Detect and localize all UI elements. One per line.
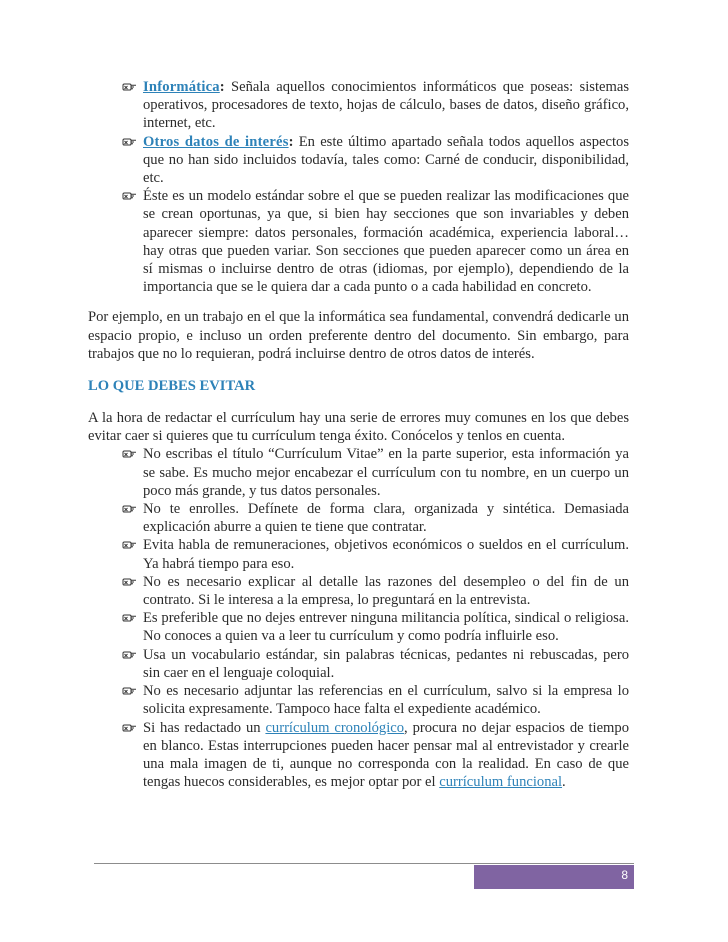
bullet-text: No te enrolles. Defínete de forma clara, organizada y sintética. Demasiada explicación aburre a quien te tiene que contratar.	[143, 501, 629, 536]
pointing-hand-icon	[122, 78, 138, 96]
avoid-item	[88, 500, 629, 536]
pointing-hand-icon	[122, 536, 138, 554]
section-heading: LO QUE DEBES EVITAR	[88, 378, 256, 395]
separator: :	[219, 79, 225, 95]
bullet-text: Evita habla de remuneraciones, objetivos económicos o sueldos en el currículum. Ya habrá tiempo para eso.	[143, 537, 629, 572]
page-number: 8	[621, 868, 628, 882]
avoid-item-last	[88, 719, 629, 792]
bullet-text: En este último apartado señala todos aquellos aspectos que no han sido incluidos todavía, tales como: Carné de conducir, disponibilidad, etc.	[143, 133, 629, 187]
bullet-text: Señala aquellos conocimientos informáticos que poseas: sistemas operativos, procesadores de texto, hojas de cálculo, bases de datos, diseño gráfico, internet, etc.	[143, 79, 629, 132]
bullet-text: No escribas el título “Currículum Vitae” en la parte superior, esta información ya se sabe. Es mucho mejor encabezar el currículum con tu nombre, en un cuerpo un poco más grande, y tus datos personales.	[143, 446, 629, 499]
curriculum-funcional-link[interactable]: currículum funcional	[439, 774, 563, 791]
avoid-item	[88, 445, 629, 500]
informatica-label[interactable]: Informática	[143, 79, 220, 95]
pointing-hand-icon	[122, 187, 138, 205]
separator: :	[288, 133, 294, 150]
bullet-text: No es necesario adjuntar las referencias en el currículum, salvo si la empresa lo solicita expresamente. Tampoco hace falta el expediente académico.	[143, 683, 629, 718]
avoid-bullet-list	[88, 445, 629, 791]
pointing-hand-icon	[122, 500, 138, 518]
avoid-item	[88, 536, 629, 572]
pointing-hand-icon	[122, 133, 138, 151]
bullet-text: Éste es un modelo estándar sobre el que se pueden realizar las modificaciones que se crean oportunas, ya que, si bien hay secciones que son invariables y deben aparecer siempre: datos personales, formación académica, experiencia laboral… hay otras que pueden variar. Son secciones que pueden aparecer como un área en sí mismas o incluirse dentro de otras (idiomas, por ejemplo), dependiendo de la importancia que se le quiera dar a cada punto o a cada habilidad en concreto.	[143, 188, 629, 296]
otros-datos-label[interactable]: Otros datos de interés	[143, 133, 289, 150]
pointing-hand-icon	[122, 609, 138, 627]
footer-divider	[94, 863, 634, 864]
bullet-text: .	[562, 774, 566, 791]
paragraph-intro: A la hora de redactar el currículum hay una serie de errores muy comunes en los que debes evitar caer si quieres que tu currículum tenga éxito. Conócelos y tenlos en cuenta.	[88, 410, 629, 445]
bullet-text: Usa un vocabulario estándar, sin palabras técnicas, pedantes ni rebuscadas, pero sin caer en el lenguaje coloquial.	[143, 646, 629, 681]
avoid-item	[88, 573, 629, 609]
avoid-item	[88, 609, 629, 645]
avoid-item	[88, 682, 629, 718]
paragraph-example: Por ejemplo, en un trabajo en el que la informática sea fundamental, convendrá dedicarle un espacio propio, e incluso un orden preferente dentro del documento. Sin embargo, para trabajos que no lo requieran, podrá incluirse dentro de otros datos de interés.	[88, 309, 629, 362]
bullet-modelo-estandar	[88, 187, 629, 296]
avoid-item	[88, 646, 629, 682]
pointing-hand-icon	[122, 719, 138, 737]
curriculum-cronologico-link[interactable]: currículum cronológico	[265, 719, 405, 736]
bullet-otros-datos	[88, 133, 629, 188]
pointing-hand-icon	[122, 682, 138, 700]
bullet-text: Es preferible que no dejes entrever ninguna militancia política, sindical o religiosa. No conoces a quien va a leer tu currículum y como podría influirle eso.	[143, 610, 629, 645]
bullet-text: , procura no dejar espacios de tiempo en blanco. Estas interrupciones pueden hacer pensar mal al entrevistador y crearle una mala imagen de ti, aunque no corresponda con la realidad. En caso de que tengas huecos considerables, es mejor optar por el	[143, 719, 630, 791]
page-content	[88, 78, 629, 791]
top-bullet-list	[88, 78, 629, 296]
footer-page-box	[474, 865, 634, 889]
pointing-hand-icon	[122, 445, 138, 463]
bullet-text: Si has redactado un	[143, 719, 266, 736]
pointing-hand-icon	[122, 573, 138, 591]
bullet-text: No es necesario explicar al detalle las razones del desempleo o del fin de un contrato. Si le interesa a la empresa, lo preguntará en la entrevista.	[143, 573, 629, 609]
pointing-hand-icon	[122, 646, 138, 664]
bullet-informatica	[88, 78, 629, 133]
